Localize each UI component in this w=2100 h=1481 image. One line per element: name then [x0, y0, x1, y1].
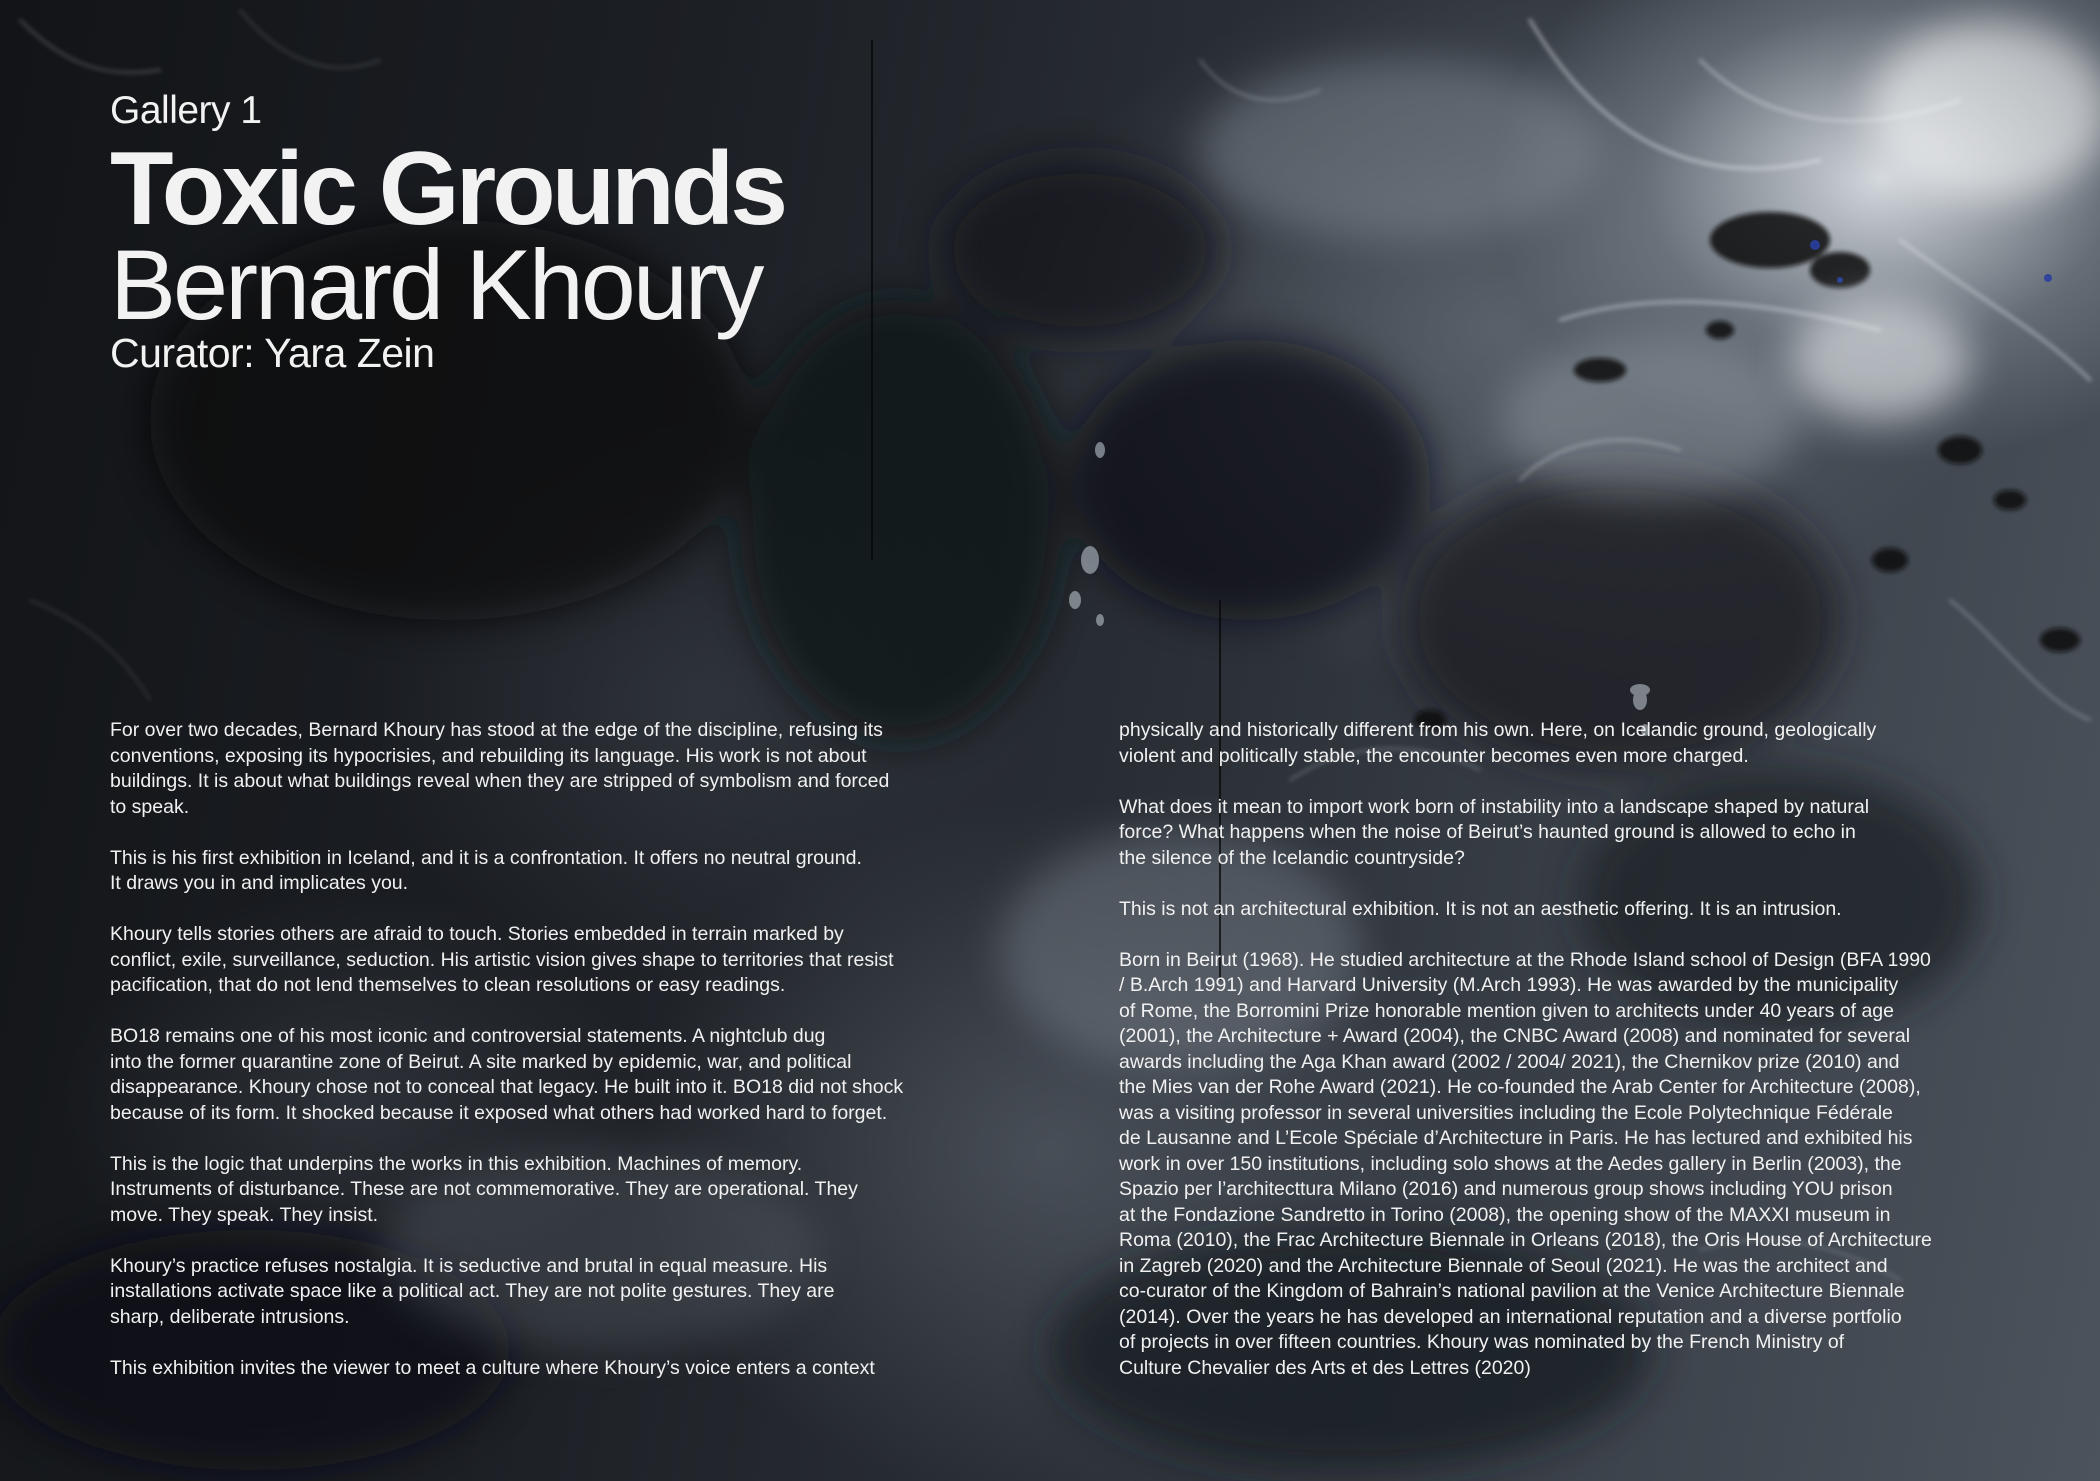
paragraph: This is the logic that underpins the works in this exhibition. Machines of memory. Instruments of disturbance. These are not commemorative. They are operational. They move. They speak. They insist.: [110, 1152, 858, 1226]
paragraph: physically and historically different from his own. Here, on Icelandic ground, geologically violent and politically stable, the encounter becomes even more charged.: [1119, 719, 1877, 767]
paragraph: This is his first exhibition in Iceland, and it is a confrontation. It offers no neutral ground. It draws you in and implicates you.: [110, 846, 862, 894]
exhibition-header: [110, 88, 1010, 376]
exhibition-title: Toxic Grounds: [110, 131, 785, 247]
paragraph: Khoury tells stories others are afraid to touch. Stories embedded in terrain marked by conflict, exile, surveillance, seduction. His artistic vision gives shape to territories that resist pacification, that do not lend themselves to clean resolutions or easy readings.: [110, 923, 894, 996]
left-text-column: [110, 718, 1010, 1407]
paragraph: This exhibition invites the viewer to meet a culture where Khoury’s voice enters a context: [110, 1356, 875, 1379]
gallery-label: Gallery 1: [110, 89, 262, 132]
artist-name: Bernard Khoury: [110, 229, 762, 340]
paragraph: BO18 remains one of his most iconic and controversial statements. A nightclub dug into the former quarantine zone of Beirut. A site marked by epidemic, war, and political disappearance. Khoury chose not to conceal that legacy. He built into it. BO18 did not shock because of its form. It shocked because it exposed what others had worked hard to forget.: [110, 1025, 904, 1124]
paragraph: What does it mean to import work born of instability into a landscape shaped by natural force? What happens when the noise of Beirut’s haunted ground is allowed to echo in the silence of the Icelandic countryside?: [1119, 795, 1870, 869]
paragraph: Khoury’s practice refuses nostalgia. It is seductive and brutal in equal measure. His installations activate space like a political act. They are not polite gestures. They are sharp, deliberate intrusions.: [110, 1254, 835, 1328]
right-text-column: [1119, 718, 2039, 1407]
artist-biography: Born in Beirut (1968). He studied architecture at the Rhode Island school of Design (BFA 1990 / B.Arch 1991) and Harvard University (M.Arch 1993). He was awarded by the municipality of Rome, the Borromini Prize honorable mention given to architects under 40 years of age (2001), the Architecture + Award (2004), the CNBC Award (2008) and nominated for several awards including the Aga Khan award (2002 / 2004/ 2021), the Chernikov prize (2010) and the Mies van der Rohe Award (2021). He co-founded the Arab Center for Architecture (2008), was a visiting professor in several universities including the Ecole Polytechnique Fédérale de Lausanne and L’Ecole Spéciale d’Architecture in Paris. He has lectured and exhibited his work in over 150 institutions, including solo shows at the Aedes gallery in Berlin (2003), the Spazio per l’architecttura Milano (2016) and numerous group shows including YOU prison at the Fondazione Sandretto in Torino (2008), the opening show of the MAXXI museum in Roma (2010), the Frac Architecture Biennale in Orleans (2018), the Oris House of Architecture in Zagreb (2020) and the Architecture Biennale of Seoul (2021). He was the architect and co-curator of the Kingdom of Bahrain’s national pavilion at the Venice Architecture Biennale (2014). Over the years he has developed an international reputation and a diverse portfolio of projects in over fifteen countries. Khoury was nominated by the French Ministry of Culture Chevalier des Arts et des Lettres (2020): [1119, 948, 1932, 1379]
paragraph: This is not an architectural exhibition. It is not an aesthetic offering. It is an intrusion.: [1119, 897, 1842, 920]
curator-credit: Curator: Yara Zein: [110, 330, 435, 376]
paragraph: For over two decades, Bernard Khoury has stood at the edge of the discipline, refusing its conventions, exposing its hypocrisies, and rebuilding its language. His work is not about buildings. It is about what buildings reveal when they are stripped of symbolism and forced to speak.: [110, 719, 890, 818]
